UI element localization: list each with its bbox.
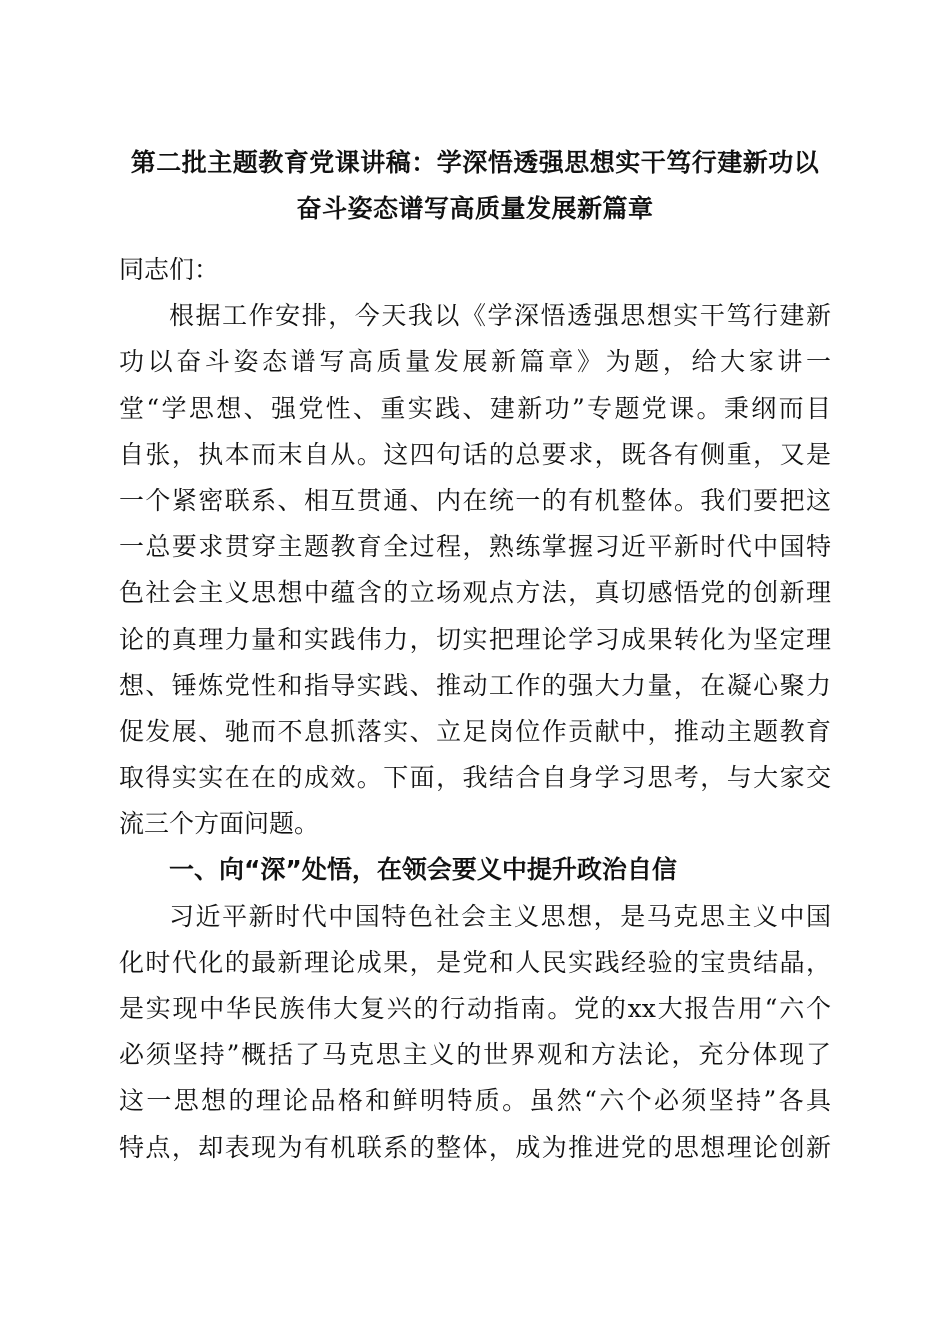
salutation: 同志们： xyxy=(119,255,220,284)
text-line: 这一思想的理论品格和鲜明特质。虽然“六个必须坚持”各具 xyxy=(119,1086,831,1116)
text-line: 习近平新时代中国特色社会主义思想，是马克思主义中国 xyxy=(169,901,831,931)
text-line: 色社会主义思想中蕴含的立场观点方法，真切感悟党的创新理 xyxy=(119,578,831,608)
paragraph-2 xyxy=(119,894,831,1171)
text-line: 功以奋斗姿态谱写高质量发展新篇章》为题，给大家讲一 xyxy=(119,347,831,377)
text-line: 自张，执本而末自从。这四句话的总要求，既各有侧重，又是 xyxy=(119,439,831,469)
paragraph-1 xyxy=(119,293,831,847)
text-line: 是实现中华民族伟大复兴的行动指南。党的xx大报告用“六个 xyxy=(119,994,831,1024)
title-line: 奋斗姿态谱写高质量发展新篇章 xyxy=(296,194,654,223)
text-line: 促发展、驰而不息抓落实、立足岗位作贡献中，推动主题教育 xyxy=(119,716,831,746)
text-line: 必须坚持”概括了马克思主义的世界观和方法论，充分体现了 xyxy=(119,1040,831,1070)
text-line: 论的真理力量和实践伟力，切实把理论学习成果转化为坚定理 xyxy=(119,624,831,654)
text-line: 一总要求贯穿主题教育全过程，熟练掌握习近平新时代中国特 xyxy=(119,532,831,562)
section-heading-1: 一、向“深”处悟，在领会要义中提升政治自信 xyxy=(169,855,677,885)
text-line: 流三个方面问题。 xyxy=(119,809,320,839)
text-line: 化时代化的最新理论成果，是党和人民实践经验的宝贵结晶， xyxy=(119,947,831,977)
text-line: 堂“学思想、强党性、重实践、建新功”专题党课。秉纲而目 xyxy=(119,393,831,423)
document-title xyxy=(100,140,850,232)
text-line: 一个紧密联系、相互贯通、内在统一的有机整体。我们要把这 xyxy=(119,485,831,515)
text-line: 特点，却表现为有机联系的整体，成为推进党的思想理论创新 xyxy=(119,1132,831,1162)
text-line: 根据工作安排，今天我以《学深悟透强思想实干笃行建新 xyxy=(169,301,831,331)
title-line: 第二批主题教育党课讲稿：学深悟透强思想实干笃行建新功以 xyxy=(130,148,820,177)
document-body xyxy=(119,247,831,1171)
text-line: 取得实实在在的成效。下面，我结合自身学习思考，与大家交 xyxy=(119,763,831,793)
text-line: 想、锤炼党性和指导实践、推动工作的强大力量，在凝心聚力 xyxy=(119,670,831,700)
